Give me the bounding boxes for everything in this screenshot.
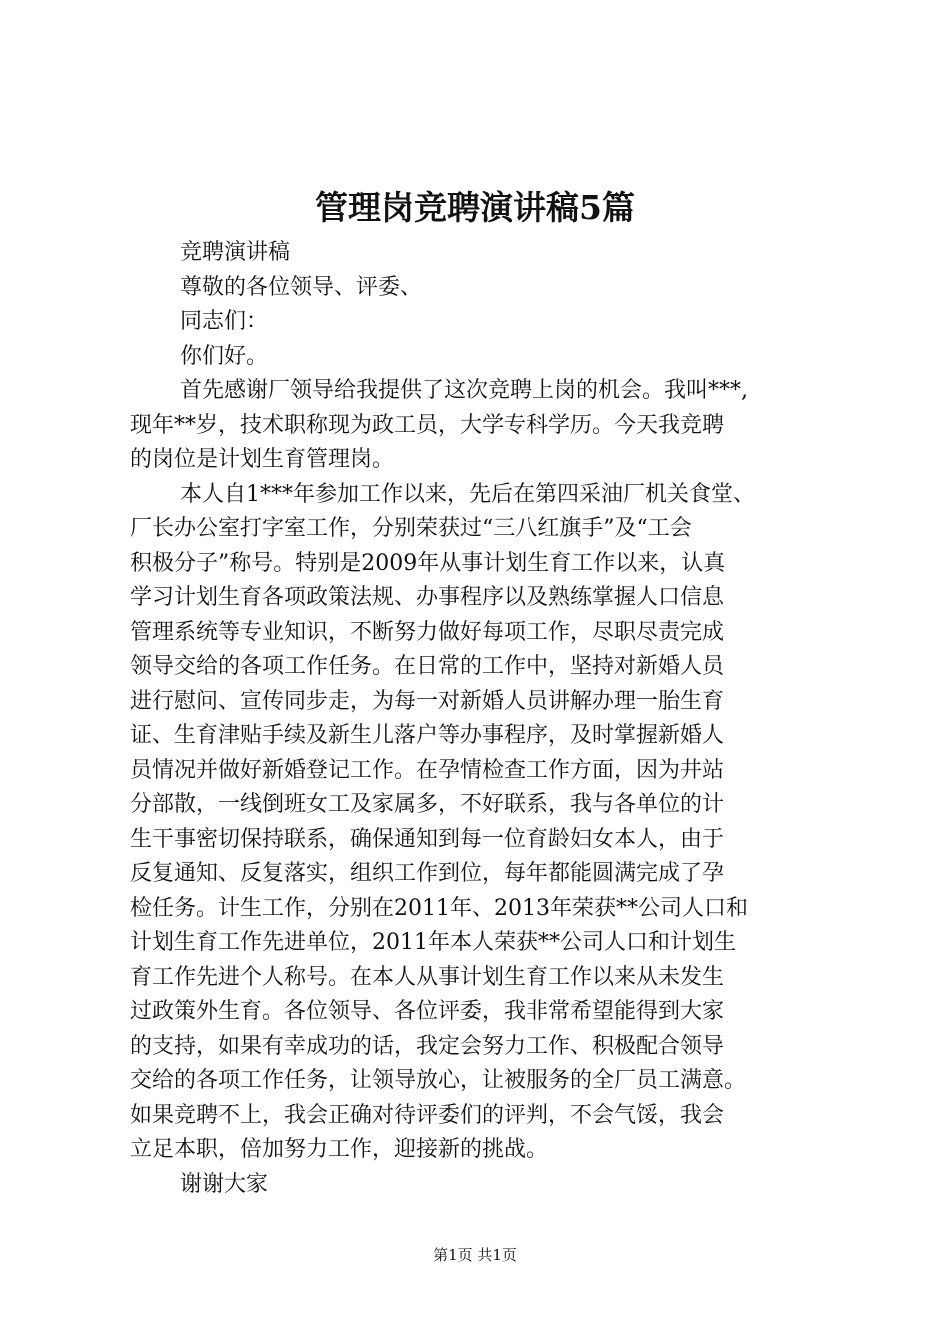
text-line: 同志们：: [180, 309, 269, 334]
text-line: 生干事密切保持联系，确保通知到每一位育龄妇女本人，由于: [130, 826, 725, 852]
text-line: 厂长办公室打字室工作，分别荣获过“三八红旗手”及“工会: [130, 516, 692, 541]
text-line: 谢谢大家: [180, 1171, 269, 1197]
text-line: 证、生育津贴手续及新生儿落户等办事程序，及时掌握新婚人: [130, 723, 725, 748]
text-line: 过政策外生育。各位领导、各位评委，我非常希望能得到大家: [130, 999, 725, 1024]
text-line: 尊敬的各位领导、评委、: [180, 274, 423, 300]
text-line: 进行慰问、宣传同步走，为每一对新婚人员讲解办理一胎生育: [130, 688, 725, 714]
text-line: 分部散，一线倒班女工及家属多，不好联系，我与各单位的计: [130, 792, 725, 817]
text-line: 员情况并做好新婚登记工作。在孕情检查工作方面，因为井站: [130, 757, 725, 783]
page-footer: 第1页 共1页: [433, 1246, 517, 1264]
text-line: 反复通知、反复落实，组织工作到位，每年都能圆满完成了孕: [130, 861, 725, 886]
text-line: 的支持，如果有幸成功的话，我定会努力工作、积极配合领导: [130, 1033, 725, 1059]
text-line: 首先感谢厂领导给我提供了这次竞聘上岗的机会。我叫***,: [180, 378, 748, 403]
text-line: 育工作先进个人称号。在本人从事计划生育工作以来从未发生: [130, 964, 725, 990]
text-line: 交给的各项工作任务，让领导放心，让被服务的全厂员工满意。: [130, 1068, 747, 1093]
text-line: 立足本职，倍加努力工作，迎接新的挑战。: [130, 1137, 549, 1162]
text-line: 积极分子”称号。特别是2009年从事计划生育工作以来，认真: [130, 550, 726, 576]
text-line: 检任务。计生工作，分别在2011年、2013年荣获**公司人口和: [130, 895, 748, 921]
text-line: 你们好。: [180, 343, 269, 369]
text-line: 计划生育工作先进单位，2011年本人荣获**公司人口和计划生: [130, 930, 736, 955]
text-line: 学习计划生育各项政策法规、办事程序以及熟练掌握人口信息: [130, 585, 725, 610]
text-line: 竞聘演讲稿: [180, 240, 291, 265]
document-body: [130, 236, 850, 1202]
text-line: 的岗位是计划生育管理岗。: [130, 447, 395, 472]
text-line: 现年**岁，技术职称现为政工员，大学专科学历。今天我竞聘: [130, 412, 725, 438]
document-title: 管理岗竞聘演讲稿5篇: [315, 188, 635, 227]
text-line: 领导交给的各项工作任务。在日常的工作中，坚持对新婚人员: [130, 654, 725, 679]
text-line: 如果竞聘不上，我会正确对待评委们的评判，不会气馁，我会: [130, 1102, 725, 1128]
text-line: 本人自1***年参加工作以来，先后在第四采油厂机关食堂、: [180, 481, 755, 507]
text-line: 管理系统等专业知识，不断努力做好每项工作，尽职尽责完成: [130, 619, 725, 645]
